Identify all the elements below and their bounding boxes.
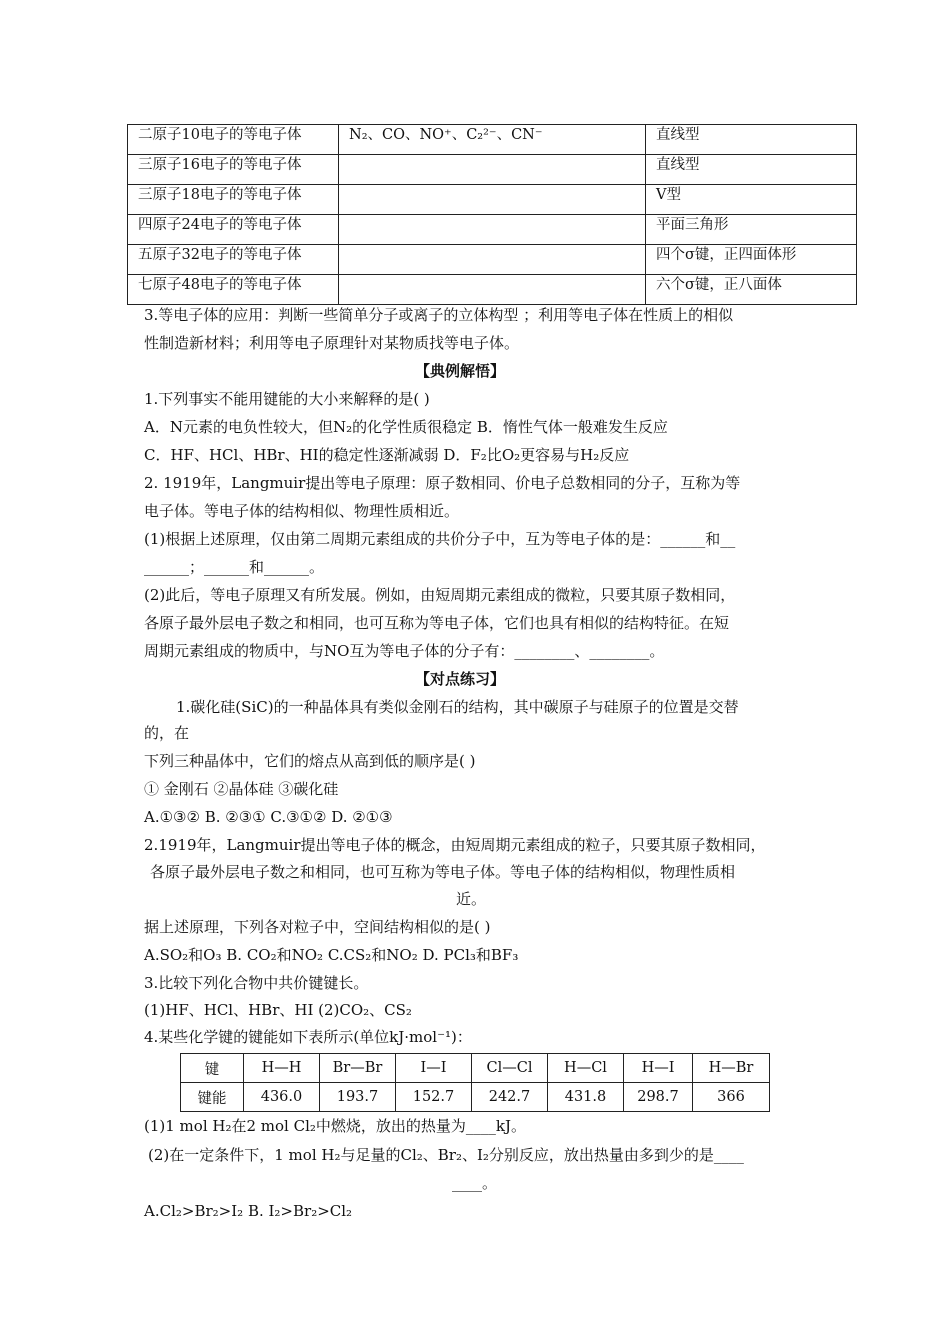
question-options: A.Cl₂>Br₂>I₂ B. I₂>Br₂>Cl₂ xyxy=(144,1202,353,1220)
question-text: 各原子最外层电子数之和相同，也可互称为等电子体，它们也具有相似的结构特征。在短 xyxy=(144,614,730,632)
table-cell: 193.7 xyxy=(320,1083,396,1112)
question-options: C．HF、HCl、HBr、HI的稳定性逐渐减弱 D．F₂比O₂更容易与H₂反应 xyxy=(144,446,630,464)
table-cell: 242.7 xyxy=(472,1083,548,1112)
table-cell: V型 xyxy=(646,185,857,215)
table-cell: 平面三角形 xyxy=(646,215,857,245)
paragraph-line: 3.等电子体的应用：判断一些简单分子或离子的立体构型 ；利用等电子体在性质上的相似 xyxy=(144,306,734,324)
table-cell xyxy=(339,155,646,185)
table-cell: H—I xyxy=(624,1054,693,1083)
table-cell xyxy=(339,215,646,245)
question-text: 2. 1919年，Langmuir提出等电子原理：原子数相同、价电子总数相同的分子，互称为等 xyxy=(144,474,741,492)
question-text: 电子体。等电子体的结构相似、物理性质相近。 xyxy=(144,502,460,520)
table-cell: 二原子10电子的等电子体 xyxy=(128,125,339,155)
question-options: A.SO₂和O₃ B. CO₂和NO₂ C.CS₂和NO₂ D. PCl₃和BF₃ xyxy=(144,946,519,964)
question-text: ______；______和______。 xyxy=(144,558,325,576)
table-cell: 436.0 xyxy=(244,1083,320,1112)
question-options: A.①③② B. ②③① C.③①② D. ②①③ xyxy=(144,808,393,826)
table-row xyxy=(128,155,857,185)
question-text: 1.碳化硅(SiC)的一种晶体具有类似金刚石的结构，其中碳原子与硅原子的位置是交替 xyxy=(176,698,739,716)
question-text: 周期元素组成的物质中，与NO互为等电子体的分子有：________、________。 xyxy=(144,642,665,660)
table-cell: N₂、CO、NO⁺、C₂²⁻、CN⁻ xyxy=(339,125,646,155)
question-text: 3.比较下列化合物中共价键键长。 xyxy=(144,974,369,992)
table-row xyxy=(128,185,857,215)
table-cell xyxy=(339,275,646,305)
question-text: 4.某些化学键的键能如下表所示(单位kJ·mol⁻¹)： xyxy=(144,1028,472,1046)
table-cell: Br—Br xyxy=(320,1054,396,1083)
question-text: 下列三种晶体中，它们的熔点从高到低的顺序是( ) xyxy=(144,752,476,770)
table-row xyxy=(128,245,857,275)
table-cell: 298.7 xyxy=(624,1083,693,1112)
question-text: (2)此后，等电子原理又有所发展。例如，由短周期元素组成的微粒，只要其原子数相同， xyxy=(144,586,736,604)
table-cell: 五原子32电子的等电子体 xyxy=(128,245,339,275)
table-cell: 直线型 xyxy=(646,155,857,185)
table-row xyxy=(128,215,857,245)
table-row xyxy=(181,1083,770,1112)
table-cell: 三原子16电子的等电子体 xyxy=(128,155,339,185)
question-text: 1.下列事实不能用键能的大小来解释的是( ) xyxy=(144,390,430,408)
table-row xyxy=(128,275,857,305)
table-cell: 366 xyxy=(693,1083,770,1112)
question-text: 据上述原理，下列各对粒子中，空间结构相似的是( ) xyxy=(144,918,491,936)
table-cell: 四个σ键，正四面体形 xyxy=(646,245,857,275)
table-cell: 六个σ键，正八面体 xyxy=(646,275,857,305)
question-text: 各原子最外层电子数之和相同，也可互称为等电子体。等电子体的结构相似，物理性质相 xyxy=(150,863,736,881)
bond-energy-table xyxy=(180,1053,770,1112)
question-text: ____。 xyxy=(452,1174,498,1192)
question-text: 2.1919年，Langmuir提出等电子体的概念，由短周期元素组成的粒子，只要其原子数相同， xyxy=(144,836,766,854)
question-text: 的，在 xyxy=(144,724,190,742)
table-cell: 键能 xyxy=(181,1083,244,1112)
question-text: (1)根据上述原理，仅由第二周期元素组成的共价分子中，互为等电子体的是：______和__ xyxy=(144,530,736,548)
question-options: A．N元素的电负性较大，但N₂的化学性质很稳定 B．惰性气体一般难发生反应 xyxy=(144,418,668,436)
section-heading: 【对点练习】 xyxy=(415,670,506,688)
table-cell xyxy=(339,185,646,215)
table-cell: 七原子48电子的等电子体 xyxy=(128,275,339,305)
table-cell: 152.7 xyxy=(396,1083,472,1112)
table-cell: 键 xyxy=(181,1054,244,1083)
isoelectronic-table xyxy=(127,124,857,305)
table-cell: I—I xyxy=(396,1054,472,1083)
table-cell: H—Br xyxy=(693,1054,770,1083)
table-row xyxy=(128,125,857,155)
paragraph-line: 性制造新材料；利用等电子原理针对某物质找等电子体。 xyxy=(144,334,520,352)
table-cell: 直线型 xyxy=(646,125,857,155)
question-text: (2)在一定条件下，1 mol H₂与足量的Cl₂、Br₂、I₂分别反应，放出热量由多到少的是____ xyxy=(148,1146,744,1164)
table-cell: 四原子24电子的等电子体 xyxy=(128,215,339,245)
section-heading: 【典例解悟】 xyxy=(415,362,506,380)
table-cell: 三原子18电子的等电子体 xyxy=(128,185,339,215)
question-text: ① 金刚石 ②晶体硅 ③碳化硅 xyxy=(144,780,339,798)
table-cell: H—Cl xyxy=(548,1054,624,1083)
table-cell xyxy=(339,245,646,275)
table-row xyxy=(181,1054,770,1083)
question-text: 近。 xyxy=(456,890,487,908)
question-text: (1)HF、HCl、HBr、HI (2)CO₂、CS₂ xyxy=(144,1001,412,1019)
table-cell: 431.8 xyxy=(548,1083,624,1112)
table-cell: Cl—Cl xyxy=(472,1054,548,1083)
table-cell: H—H xyxy=(244,1054,320,1083)
question-text: (1)1 mol H₂在2 mol Cl₂中燃烧，放出的热量为____kJ。 xyxy=(144,1117,526,1135)
